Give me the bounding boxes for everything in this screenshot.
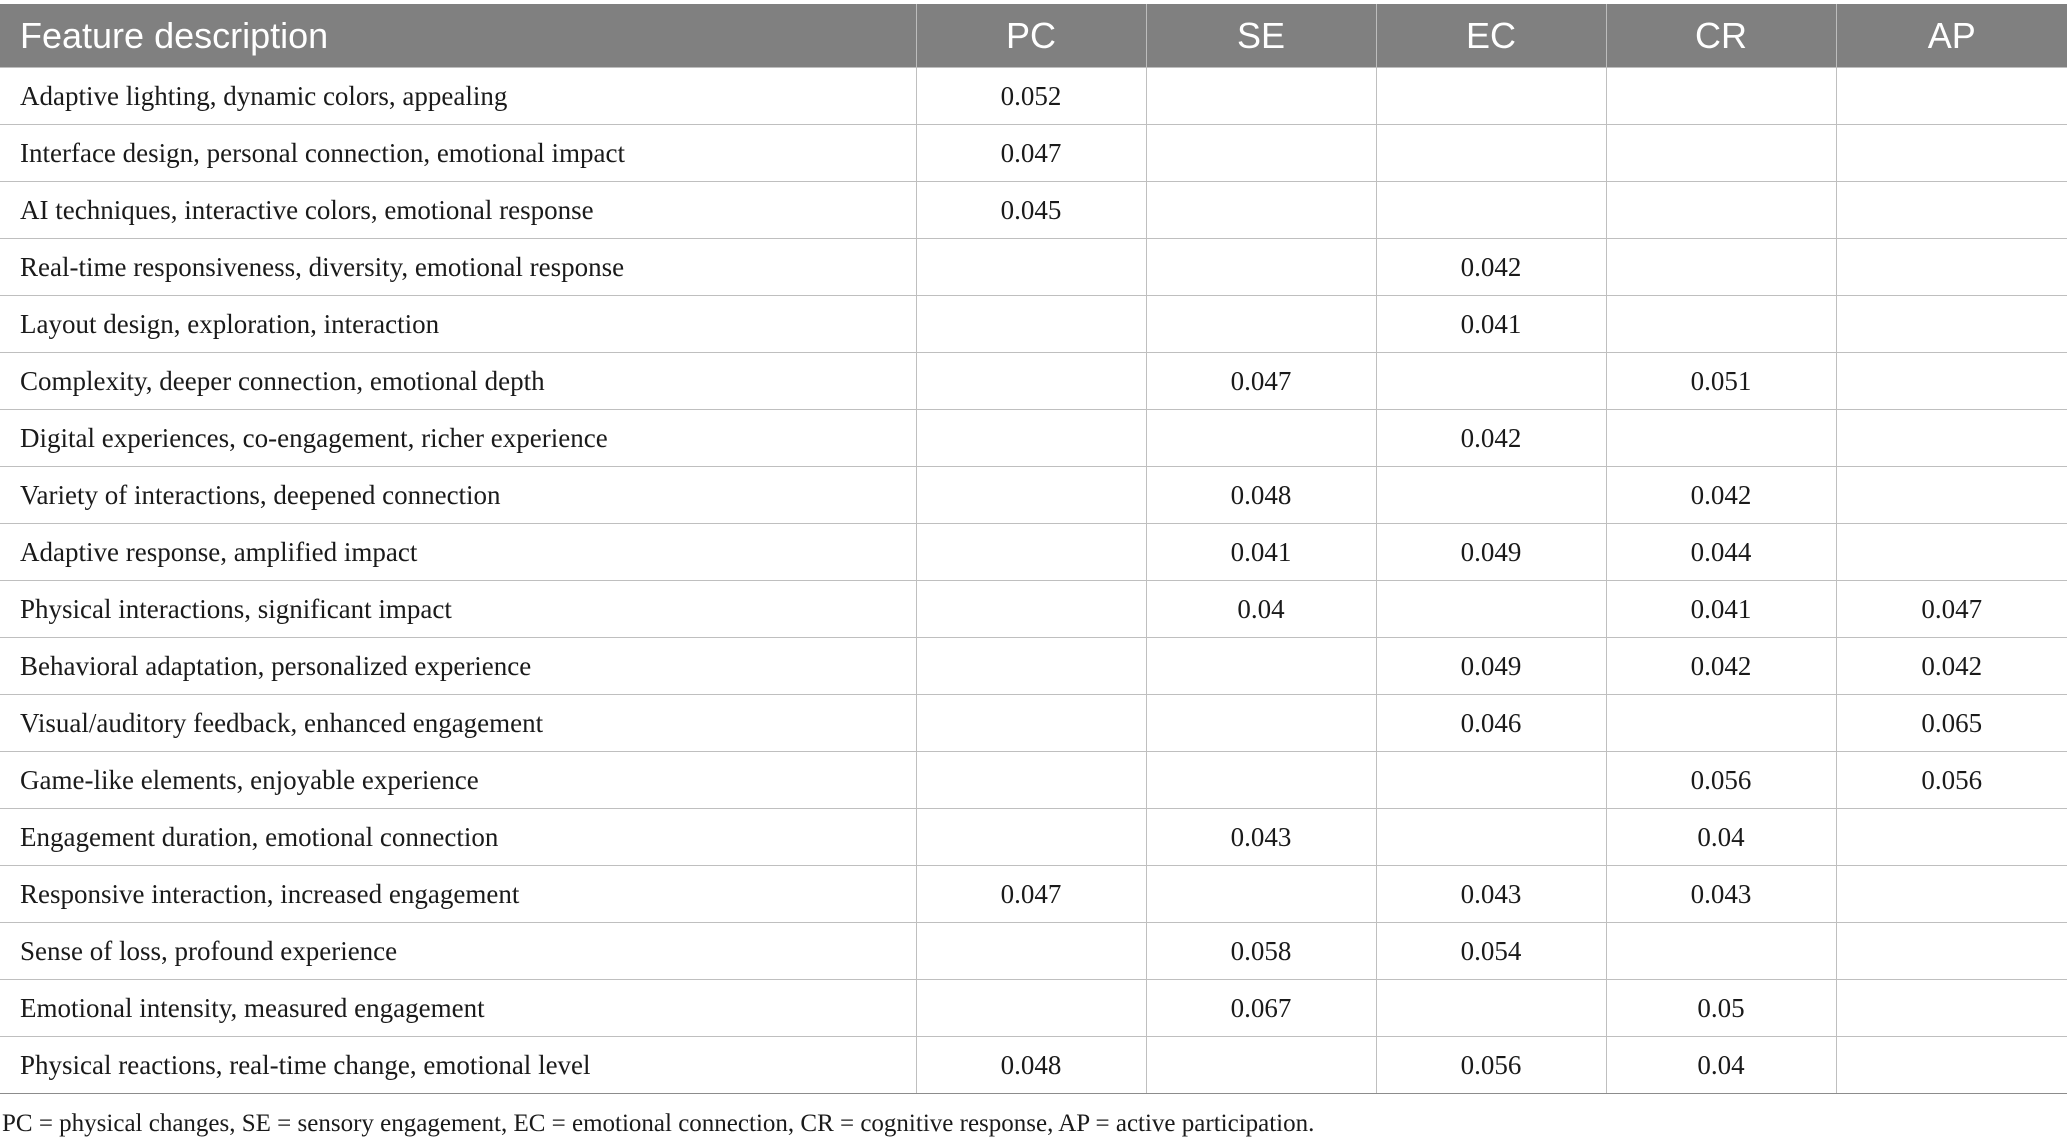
- cell-se: 0.04: [1146, 581, 1376, 638]
- cell-feature-description: Adaptive response, amplified impact: [0, 524, 916, 581]
- cell-se: [1146, 239, 1376, 296]
- cell-cr: [1606, 125, 1836, 182]
- cell-feature-description: Variety of interactions, deepened connection: [0, 467, 916, 524]
- cell-se: [1146, 182, 1376, 239]
- header-feature-description: Feature description: [0, 4, 916, 68]
- cell-cr: 0.04: [1606, 1037, 1836, 1094]
- cell-ec: 0.042: [1376, 410, 1606, 467]
- cell-ap: [1836, 353, 2067, 410]
- table-row: [0, 638, 2067, 695]
- cell-ec: 0.041: [1376, 296, 1606, 353]
- cell-ap: 0.056: [1836, 752, 2067, 809]
- table-row: [0, 353, 2067, 410]
- cell-se: 0.048: [1146, 467, 1376, 524]
- cell-cr: 0.04: [1606, 809, 1836, 866]
- cell-se: [1146, 68, 1376, 125]
- cell-pc: [916, 581, 1146, 638]
- cell-cr: 0.044: [1606, 524, 1836, 581]
- header-pc: PC: [916, 4, 1146, 68]
- cell-cr: [1606, 296, 1836, 353]
- cell-pc: 0.047: [916, 866, 1146, 923]
- cell-cr: [1606, 695, 1836, 752]
- cell-cr: 0.051: [1606, 353, 1836, 410]
- cell-pc: 0.052: [916, 68, 1146, 125]
- cell-pc: [916, 524, 1146, 581]
- cell-pc: [916, 638, 1146, 695]
- cell-cr: 0.043: [1606, 866, 1836, 923]
- cell-ec: 0.049: [1376, 524, 1606, 581]
- table-row: [0, 809, 2067, 866]
- cell-se: [1146, 752, 1376, 809]
- header-se: SE: [1146, 4, 1376, 68]
- cell-ap: [1836, 125, 2067, 182]
- cell-feature-description: Adaptive lighting, dynamic colors, appealing: [0, 68, 916, 125]
- cell-feature-description: Real-time responsiveness, diversity, emotional response: [0, 239, 916, 296]
- cell-ec: [1376, 809, 1606, 866]
- cell-feature-description: Responsive interaction, increased engagement: [0, 866, 916, 923]
- cell-feature-description: Physical interactions, significant impact: [0, 581, 916, 638]
- table-footnote: PC = physical changes, SE = sensory engagement, EC = emotional connection, CR = cognitive response, AP = active participation.: [2, 1110, 1315, 1137]
- cell-ec: 0.043: [1376, 866, 1606, 923]
- cell-se: 0.047: [1146, 353, 1376, 410]
- cell-se: 0.058: [1146, 923, 1376, 980]
- table-row: [0, 695, 2067, 752]
- cell-ec: [1376, 125, 1606, 182]
- cell-feature-description: Emotional intensity, measured engagement: [0, 980, 916, 1037]
- cell-pc: [916, 809, 1146, 866]
- cell-ap: [1836, 296, 2067, 353]
- cell-se: [1146, 866, 1376, 923]
- cell-ap: 0.047: [1836, 581, 2067, 638]
- cell-ec: [1376, 182, 1606, 239]
- cell-se: [1146, 125, 1376, 182]
- table-row: [0, 239, 2067, 296]
- cell-ec: 0.056: [1376, 1037, 1606, 1094]
- cell-cr: 0.056: [1606, 752, 1836, 809]
- cell-cr: 0.042: [1606, 467, 1836, 524]
- cell-ec: [1376, 467, 1606, 524]
- table-row: [0, 410, 2067, 467]
- cell-feature-description: Engagement duration, emotional connection: [0, 809, 916, 866]
- cell-ec: 0.054: [1376, 923, 1606, 980]
- cell-feature-description: Complexity, deeper connection, emotional depth: [0, 353, 916, 410]
- cell-ap: [1836, 239, 2067, 296]
- cell-pc: [916, 467, 1146, 524]
- cell-ap: 0.065: [1836, 695, 2067, 752]
- cell-pc: 0.048: [916, 1037, 1146, 1094]
- table-row: [0, 1037, 2067, 1094]
- cell-pc: [916, 752, 1146, 809]
- table-row: [0, 752, 2067, 809]
- header-ap: AP: [1836, 4, 2067, 68]
- header-ec: EC: [1376, 4, 1606, 68]
- table-wrapper: [0, 4, 2067, 1094]
- cell-feature-description: Game-like elements, enjoyable experience: [0, 752, 916, 809]
- cell-pc: [916, 239, 1146, 296]
- table-row: [0, 467, 2067, 524]
- cell-pc: 0.047: [916, 125, 1146, 182]
- cell-ap: [1836, 866, 2067, 923]
- cell-ec: [1376, 752, 1606, 809]
- cell-cr: [1606, 410, 1836, 467]
- cell-pc: [916, 923, 1146, 980]
- cell-se: 0.067: [1146, 980, 1376, 1037]
- feature-table: [0, 4, 2067, 1094]
- cell-feature-description: Digital experiences, co-engagement, richer experience: [0, 410, 916, 467]
- cell-cr: 0.05: [1606, 980, 1836, 1037]
- cell-feature-description: Behavioral adaptation, personalized experience: [0, 638, 916, 695]
- cell-pc: [916, 980, 1146, 1037]
- cell-ec: 0.046: [1376, 695, 1606, 752]
- table-row: [0, 866, 2067, 923]
- cell-se: [1146, 410, 1376, 467]
- cell-cr: [1606, 923, 1836, 980]
- table-body: [0, 68, 2067, 1094]
- header-row: [0, 4, 2067, 68]
- cell-pc: [916, 410, 1146, 467]
- cell-cr: [1606, 239, 1836, 296]
- table-row: [0, 68, 2067, 125]
- cell-ec: 0.042: [1376, 239, 1606, 296]
- cell-feature-description: Interface design, personal connection, emotional impact: [0, 125, 916, 182]
- table-header: [0, 4, 2067, 68]
- cell-ap: [1836, 923, 2067, 980]
- cell-ec: [1376, 68, 1606, 125]
- cell-se: [1146, 296, 1376, 353]
- cell-ec: 0.049: [1376, 638, 1606, 695]
- cell-ap: [1836, 410, 2067, 467]
- cell-cr: 0.041: [1606, 581, 1836, 638]
- cell-ap: [1836, 1037, 2067, 1094]
- cell-se: 0.043: [1146, 809, 1376, 866]
- cell-feature-description: Layout design, exploration, interaction: [0, 296, 916, 353]
- cell-feature-description: Visual/auditory feedback, enhanced engagement: [0, 695, 916, 752]
- table-row: [0, 182, 2067, 239]
- cell-se: [1146, 695, 1376, 752]
- table-row: [0, 581, 2067, 638]
- cell-ap: [1836, 68, 2067, 125]
- cell-feature-description: Physical reactions, real-time change, emotional level: [0, 1037, 916, 1094]
- table-row: [0, 980, 2067, 1037]
- cell-cr: 0.042: [1606, 638, 1836, 695]
- cell-se: [1146, 1037, 1376, 1094]
- table-row: [0, 923, 2067, 980]
- cell-ec: [1376, 581, 1606, 638]
- cell-pc: [916, 353, 1146, 410]
- cell-cr: [1606, 182, 1836, 239]
- cell-ap: [1836, 467, 2067, 524]
- cell-se: 0.041: [1146, 524, 1376, 581]
- cell-ap: [1836, 524, 2067, 581]
- cell-feature-description: Sense of loss, profound experience: [0, 923, 916, 980]
- cell-pc: [916, 296, 1146, 353]
- table-row: [0, 524, 2067, 581]
- cell-pc: 0.045: [916, 182, 1146, 239]
- cell-pc: [916, 695, 1146, 752]
- cell-ec: [1376, 353, 1606, 410]
- table-row: [0, 125, 2067, 182]
- cell-ap: [1836, 980, 2067, 1037]
- cell-feature-description: AI techniques, interactive colors, emotional response: [0, 182, 916, 239]
- cell-ap: 0.042: [1836, 638, 2067, 695]
- cell-ap: [1836, 809, 2067, 866]
- cell-cr: [1606, 68, 1836, 125]
- cell-ap: [1836, 182, 2067, 239]
- cell-se: [1146, 638, 1376, 695]
- header-cr: CR: [1606, 4, 1836, 68]
- table-row: [0, 296, 2067, 353]
- cell-ec: [1376, 980, 1606, 1037]
